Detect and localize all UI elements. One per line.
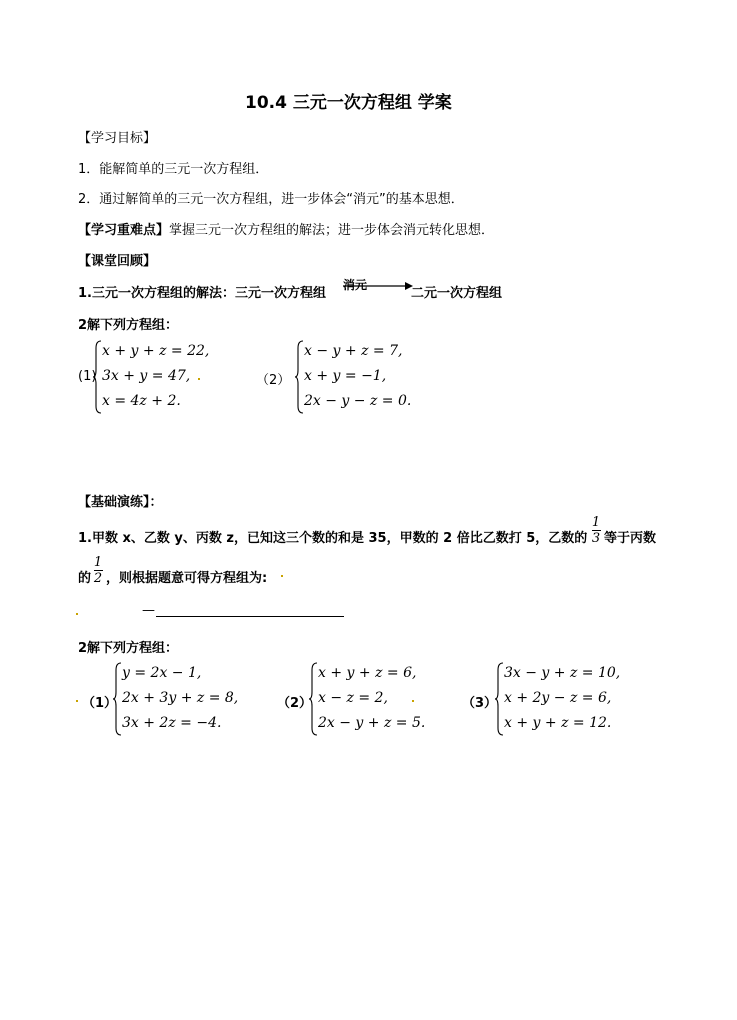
equation-line: 2x + 3y + z = 8, [122, 690, 239, 706]
practice-heading: 【基础演练】： [78, 495, 163, 510]
marker-dot [281, 575, 283, 577]
arrow-icon [343, 281, 413, 291]
equation-line: y = 2x − 1, [122, 665, 202, 681]
key-points-text: 掌握三元一次方程组的解法；进一步体会消元转化思想． [169, 223, 495, 238]
marker-dot [412, 700, 414, 702]
practice-sys3-label: （3） [462, 696, 498, 711]
equation-line: 3x + 2z = −4. [122, 715, 222, 731]
fraction-denominator: 3 [591, 531, 601, 546]
practice-q1-part4: ，则根据题意可得方程组为: [106, 571, 268, 586]
practice-q1-part2: 等于丙数 [604, 531, 657, 546]
review-equation-system-2 [294, 340, 434, 414]
goal-item-1: 1．能解简单的三元一次方程组． [78, 162, 269, 177]
equation-line: x + y + z = 12. [504, 715, 612, 731]
equation-line: 2x − y + z = 5. [318, 715, 426, 731]
review-q2-label: 2解下列方程组： [78, 318, 179, 333]
fraction-one-half [91, 555, 105, 586]
key-points [78, 219, 494, 238]
marker-dot [76, 613, 78, 615]
arrow-label: 消元 [343, 278, 368, 292]
practice-equation-system-2 [308, 662, 458, 736]
practice-q1-part1: 1.甲数 x、乙数 y、丙数 z，已知这三个数的和是 35，甲数的 2 倍比乙数打 5，乙数的 [78, 531, 588, 546]
review-method-suffix: 二元一次方程组 [411, 286, 503, 301]
brace-icon [494, 662, 504, 736]
equation-line: 3x − y + z = 10, [504, 665, 621, 681]
equation-line: 2x − y − z = 0. [304, 393, 412, 409]
blank-prefix: — [142, 603, 155, 618]
page-title: 10.4 三元一次方程组 学案 [245, 93, 452, 113]
equation-line: x + 2y − z = 6, [504, 690, 612, 706]
practice-sys1-label: （1） [82, 696, 118, 711]
equation-line: x = 4z + 2. [102, 393, 181, 409]
equation-line: x + y = −1, [304, 368, 387, 384]
fraction-numerator: 1 [591, 515, 601, 530]
key-points-heading: 【学习重难点】 [78, 223, 170, 238]
answer-blank-line[interactable] [156, 616, 344, 617]
equation-line: 3x + y = 47, [102, 368, 191, 384]
review-equation-system-1 [92, 340, 232, 414]
equation-line: x + y + z = 22, [102, 343, 210, 359]
practice-sys2-label: （2） [277, 696, 313, 711]
practice-q1-part3: 的 [78, 571, 92, 586]
review-sys2-label: （2） [256, 373, 291, 388]
brace-icon [112, 662, 122, 736]
goal-item-2: 2．通过解简单的三元一次方程组，进一步体会“消元”的基本思想． [78, 192, 464, 207]
fraction-numerator: 1 [93, 555, 103, 570]
brace-icon [294, 340, 304, 414]
brace-icon [308, 662, 318, 736]
equation-line: x + y + z = 6, [318, 665, 417, 681]
fraction-one-third [589, 515, 603, 546]
equation-line: x − z = 2, [318, 690, 388, 706]
practice-equation-system-3 [494, 662, 654, 736]
goals-heading: 【学习目标】 [78, 131, 157, 146]
review-heading: 【课堂回顾】 [78, 254, 157, 269]
review-method-prefix: 1.三元一次方程组的解法：三元一次方程组 [78, 286, 326, 301]
practice-equation-system-1 [112, 662, 262, 736]
practice-q2-label: 2解下列方程组： [78, 641, 179, 656]
brace-icon [92, 340, 102, 414]
marker-dot [198, 378, 200, 380]
equation-line: x − y + z = 7, [304, 343, 403, 359]
review-sys1-label: (1) [78, 369, 97, 384]
fraction-denominator: 2 [93, 571, 103, 586]
marker-dot [76, 700, 78, 702]
